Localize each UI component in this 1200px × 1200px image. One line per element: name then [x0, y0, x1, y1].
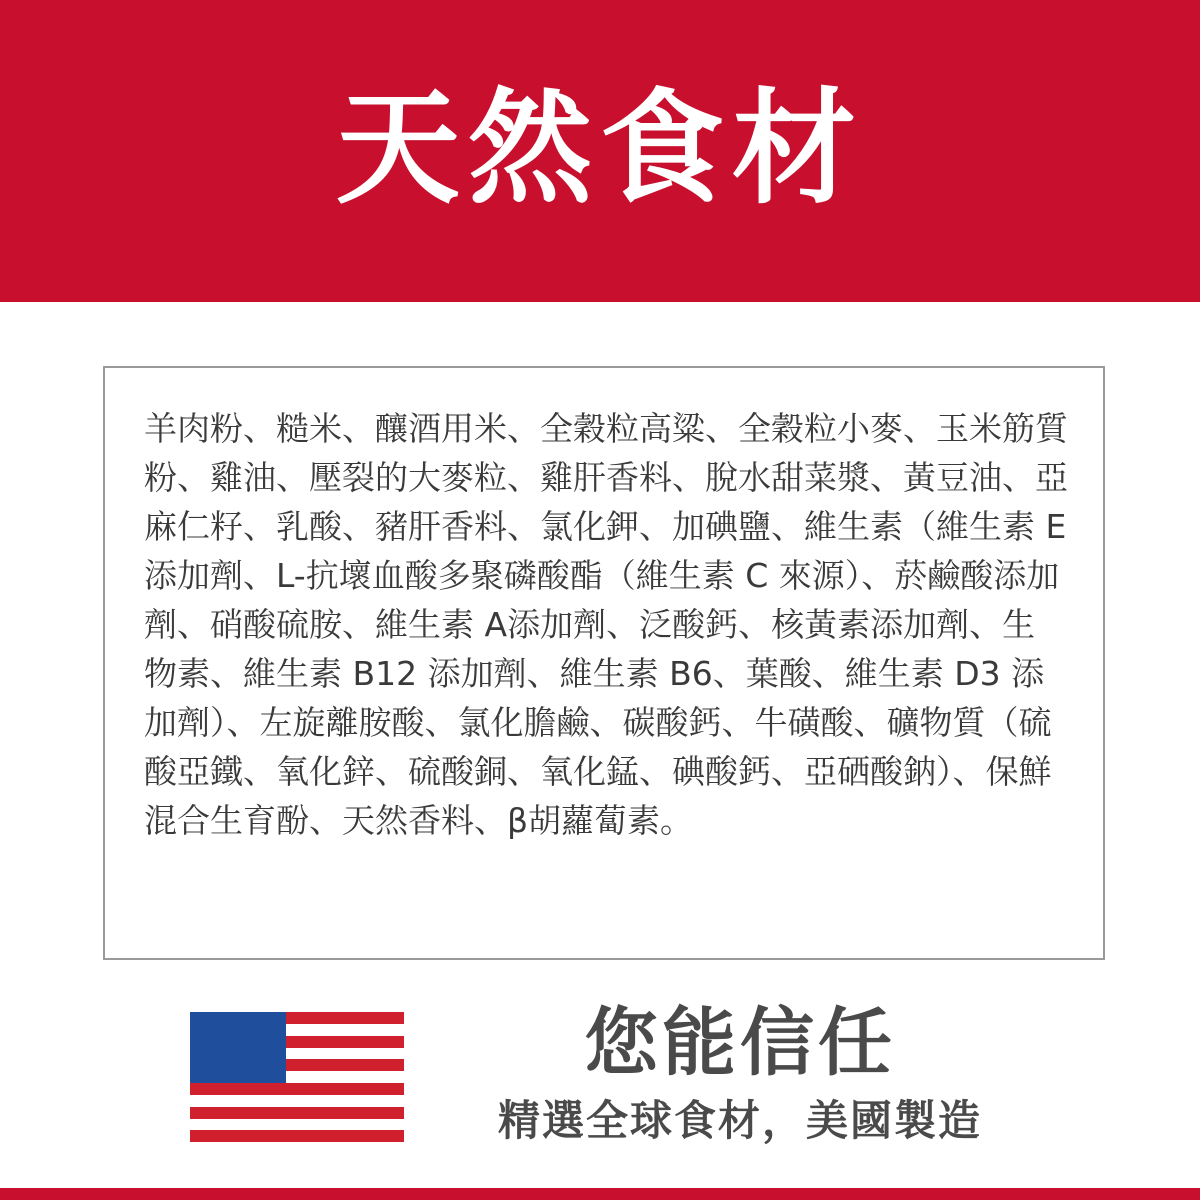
- us-flag-icon: [190, 1012, 404, 1142]
- trust-subtitle: 精選全球食材，美國製造: [497, 1096, 982, 1145]
- page-title: 天然食材: [335, 77, 864, 221]
- header-banner: [0, 0, 1200, 302]
- bottom-accent-bar: [0, 1188, 1200, 1200]
- ingredients-list: 羊肉粉、糙米、釀酒用米、全穀粒高粱、全穀粒小麥、玉米筋質粉、雞油、壓裂的大麥粒、雞肝香料、脫水甜菜漿、黃豆油、亞麻仁籽、乳酸、豬肝香料、氯化鉀、加碘鹽、維生素（維生素 E 添加劑、L-抗壞血酸多聚磷酸酯（維生素 C 來源）、菸鹼酸添加劑、硝酸硫胺、維生素 A添加劑、泛酸鈣、核黃素添加劑、生物素、維生素 B12 添加劑、維生素 B6、葉酸、維生素 D3 添加劑）、左旋離胺酸、氯化膽鹼、碳酸鈣、牛磺酸、礦物質（硫酸亞鐵、氧化鋅、硫酸銅、氧化錳、碘酸鈣、亞硒酸鈉）、保鮮混合生育酚、天然香料、β胡蘿蔔素。: [144, 409, 1068, 840]
- trust-title: 您能信任: [584, 1000, 896, 1086]
- trust-tagline: [440, 1000, 1040, 1145]
